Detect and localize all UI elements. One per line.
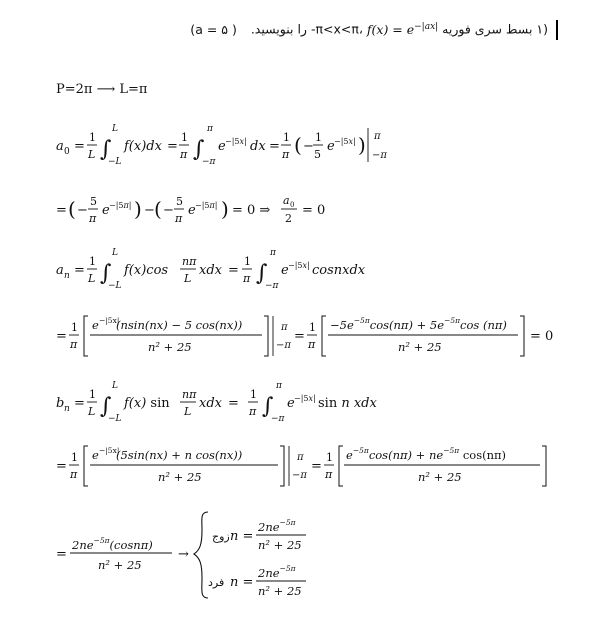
svg-text:a: a (56, 139, 64, 154)
svg-text:(: ( (154, 197, 162, 221)
svg-text:f(x)cos: f(x)cos (124, 263, 169, 278)
svg-text:sin n xdx: sin n xdx (318, 396, 377, 411)
svg-text:−π: −π (372, 150, 387, 161)
svg-text:cosnxdx: cosnxdx (312, 263, 366, 278)
a0-half-num: a (283, 194, 290, 207)
svg-text:e: e (92, 448, 99, 462)
svg-text:−|5x|: −|5x| (288, 261, 310, 270)
svg-text:π: π (70, 338, 78, 351)
svg-text:π: π (270, 248, 276, 258)
svg-text:): ) (134, 197, 142, 221)
svg-text:1: 1 (326, 451, 333, 464)
svg-text:∫: ∫ (262, 394, 274, 419)
svg-text:dx: dx (250, 139, 266, 154)
problem-range: -π<x<π (310, 21, 359, 37)
svg-text:n² + 25: n² + 25 (148, 340, 192, 354)
svg-text:π: π (308, 338, 316, 351)
svg-text:2ne−5π: $2ne^{-5\pi}$ (258, 564, 296, 580)
svg-text:L: L (88, 405, 96, 418)
svg-text:∫: ∫ (256, 261, 268, 286)
svg-text:L: L (112, 124, 118, 134)
svg-text:π: π (297, 452, 304, 463)
svg-text:−: − (303, 139, 314, 154)
svg-text:e: e (287, 396, 295, 411)
svg-text:−π: −π (271, 414, 285, 424)
svg-text:−|5x|: −|5x| (99, 446, 120, 455)
svg-text:L: L (112, 381, 118, 391)
problem-text: بسط سری فوریه (442, 21, 533, 37)
svg-text:e: e (102, 203, 110, 218)
svg-text:1: 1 (315, 131, 322, 144)
eq-bn (56, 381, 378, 424)
problem-header: (۱ بسط سری فوریه -π<x<π، $f(x) = e^{-|ax|}$ را بنویسید. ( a = ۵) (190, 20, 558, 40)
svg-text:1: 1 (89, 388, 96, 401)
svg-text:=: = (74, 263, 85, 278)
svg-text:π: π (282, 148, 290, 161)
svg-text:−: − (77, 203, 88, 218)
svg-text:e: e (327, 139, 335, 154)
a0-result: = 0 ⇒ (232, 203, 271, 218)
svg-text:n² + 25: n² + 25 (418, 470, 462, 484)
svg-text:n: n (64, 271, 70, 281)
svg-text:n² + 25: n² + 25 (258, 538, 302, 552)
svg-text:(: ( (68, 197, 76, 221)
svg-text:nπ: nπ (182, 388, 197, 401)
svg-text:b: b (56, 396, 65, 411)
case-even-label: زوج (212, 530, 230, 543)
svg-text:−|5x|: −|5x| (225, 137, 247, 146)
svg-text:∫: ∫ (100, 394, 112, 419)
svg-text:=: = (74, 396, 85, 411)
eq-a0 (56, 124, 387, 167)
final-den: n² + 25 (98, 558, 142, 572)
svg-text:xdx: xdx (199, 396, 222, 411)
svg-text:−L: −L (108, 157, 122, 167)
svg-text:n =: n = (230, 529, 254, 544)
svg-text:−|5x|: −|5x| (334, 137, 356, 146)
svg-text:−|5x|: −|5x| (99, 316, 120, 325)
svg-text:∫: ∫ (193, 137, 205, 162)
svg-text:−π: −π (292, 470, 307, 481)
svg-text:L: L (184, 405, 192, 418)
svg-text:a: a (56, 263, 64, 278)
svg-text:1: 1 (309, 321, 316, 334)
svg-text:−|5π|: −|5π| (109, 201, 132, 210)
svg-text:=: = (74, 139, 85, 154)
svg-text:−: − (163, 203, 174, 218)
svg-text:L: L (88, 272, 96, 285)
svg-text:n² + 25: n² + 25 (398, 340, 442, 354)
svg-text:=: = (56, 459, 67, 474)
problem-param: ( a = ۵) (190, 21, 237, 37)
svg-text:e: e (92, 318, 99, 332)
an-zero: = 0 (530, 329, 554, 344)
svg-text:5: 5 (90, 195, 97, 208)
svg-text:= 0: = 0 (302, 203, 326, 218)
period-line: P=2π ⟶ L=π (56, 82, 148, 97)
svg-text:1: 1 (89, 131, 96, 144)
svg-text:−|5x|: −|5x| (294, 394, 316, 403)
svg-text:1: 1 (244, 255, 251, 268)
svg-text:): ) (358, 133, 366, 157)
svg-text:1: 1 (250, 388, 257, 401)
svg-text:nπ: nπ (182, 255, 197, 268)
case-odd-label: فرد (208, 576, 225, 589)
svg-text:f(x)dx: f(x)dx (124, 139, 162, 154)
eq-bn-bracket (56, 446, 546, 486)
eq-final (56, 512, 306, 598)
svg-text:0: 0 (64, 147, 70, 157)
eq-a0-eval (56, 194, 325, 225)
svg-text:1: 1 (181, 131, 188, 144)
svg-text:π: π (180, 148, 188, 161)
svg-text:): ) (221, 197, 229, 221)
svg-text:e−5πcos(nπ) + ne−5π cos(nπ): $e^{-5\pi}\cos(n\pi) + ne^{-5\pi}$ cos(nπ) (346, 446, 507, 462)
svg-text:π: π (70, 468, 78, 481)
svg-text:−L: −L (108, 281, 122, 291)
svg-text:1: 1 (71, 321, 78, 334)
svg-text:π: π (207, 124, 213, 134)
problem-function: $f(x) = e^{-|ax|}$ (366, 21, 439, 37)
svg-text:1: 1 (71, 451, 78, 464)
svg-text:(nsin(nx) − 5 cos(nx)): (nsin(nx) − 5 cos(nx)) (116, 318, 243, 332)
svg-text:n² + 25: n² + 25 (158, 470, 202, 484)
svg-text:0: 0 (290, 201, 295, 209)
svg-text:−: − (144, 203, 155, 218)
svg-text:2ne−5π: $2ne^{-5\pi}$ (258, 518, 296, 534)
svg-text:L: L (88, 148, 96, 161)
svg-text:(5sin(nx) + n cos(nx)): (5sin(nx) + n cos(nx)) (116, 448, 243, 462)
svg-text:(: ( (294, 133, 302, 157)
svg-text:=: = (56, 203, 67, 218)
svg-text:π: π (175, 212, 183, 225)
svg-text:e: e (218, 139, 226, 154)
eq-an (56, 248, 366, 291)
svg-text:−π: −π (276, 340, 291, 351)
svg-text:5: 5 (314, 148, 321, 161)
svg-text:5: 5 (176, 195, 183, 208)
svg-text:∫: ∫ (100, 261, 112, 286)
problem-instruction: را بنویسید. (250, 21, 307, 37)
svg-text:π: π (281, 322, 288, 333)
svg-text:=: = (311, 459, 322, 474)
svg-text:e: e (281, 263, 289, 278)
svg-text:1: 1 (89, 255, 96, 268)
svg-text:−π: −π (265, 281, 279, 291)
eq-an-bracket (56, 316, 553, 356)
svg-text:π: π (249, 405, 257, 418)
svg-text:−5e−5πcos(nπ) + 5e−5πcos (nπ): $-5e^{-5\pi}\cos(n\pi) + 5e^{-5\pi}\cos$ (nπ) (330, 316, 507, 332)
svg-text:L: L (112, 248, 118, 258)
svg-text:π: π (276, 381, 282, 391)
svg-text:π: π (243, 272, 251, 285)
svg-text:f(x) sin: f(x) sin (124, 396, 170, 411)
svg-text:π: π (374, 131, 381, 142)
svg-text:xdx: xdx (199, 263, 222, 278)
svg-text:∫: ∫ (100, 137, 112, 162)
svg-text:1: 1 (283, 131, 290, 144)
svg-text:2: 2 (285, 212, 292, 225)
svg-text:=: = (167, 139, 178, 154)
svg-text:=: = (56, 329, 67, 344)
problem-number: (۱ (536, 21, 549, 37)
svg-text:e: e (188, 203, 196, 218)
svg-text:=: = (269, 139, 280, 154)
svg-text:=: = (228, 396, 239, 411)
svg-text:n =: n = (230, 575, 254, 590)
svg-text:−π: −π (202, 157, 216, 167)
svg-text:π: π (89, 212, 97, 225)
svg-text:π: π (325, 468, 333, 481)
svg-text:→: → (178, 547, 189, 562)
svg-text:−L: −L (108, 414, 122, 424)
svg-text:=: = (56, 547, 67, 562)
svg-text:n: n (64, 404, 70, 414)
svg-text:n² + 25: n² + 25 (258, 584, 302, 598)
svg-text:=: = (294, 329, 305, 344)
svg-text:L: L (184, 272, 192, 285)
svg-text:−|5π|: −|5π| (195, 201, 218, 210)
final-num: $2ne^{-5\pi}(\cos n\pi)$ (72, 536, 153, 552)
svg-text:=: = (228, 263, 239, 278)
